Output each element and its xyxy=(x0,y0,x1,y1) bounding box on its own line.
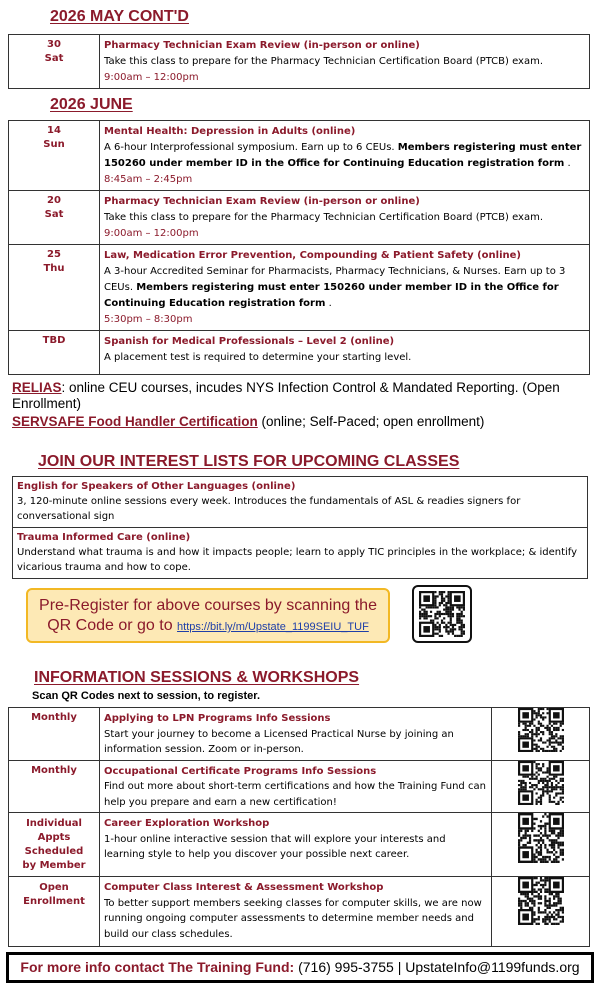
when-cell xyxy=(9,760,100,813)
interest-cell xyxy=(13,528,588,579)
when-label: Individual Appts Scheduled by Member xyxy=(22,818,86,871)
table-row xyxy=(9,708,590,761)
session-cell xyxy=(100,760,492,813)
course-desc-text: A 6-hour Interprofessional symposium. Earn up to 6 CEUs. xyxy=(104,142,395,153)
qr-cell xyxy=(492,708,590,761)
interest-table xyxy=(12,476,588,579)
table-row xyxy=(9,760,590,813)
table-row xyxy=(9,813,590,877)
course-cell xyxy=(100,191,590,245)
footer-separator: | xyxy=(393,959,406,975)
when-cell xyxy=(9,708,100,761)
date-number: 14 xyxy=(47,125,61,136)
preregister-qr-frame xyxy=(412,585,472,643)
date-number: 30 xyxy=(47,39,61,50)
session-title[interactable]: Applying to LPN Programs Info Sessions xyxy=(104,713,331,724)
table-row xyxy=(9,245,590,331)
interest-heading: JOIN OUR INTEREST LISTS FOR UPCOMING CLASSES xyxy=(38,453,460,470)
date-cell xyxy=(9,245,100,331)
course-description: A 3-hour Accredited Seminar for Pharmacists, Pharmacy Technicians, & Nurses. Earn up to 3 CEUs. Members registering must enter 150260 under member ID in the Office for Continuing Education registration form . xyxy=(104,266,566,309)
session-description: 1-hour online interactive session that will explore your interests and learning style to help you discover your possible next career. xyxy=(104,833,446,860)
date-cell xyxy=(9,331,100,375)
preregister-line1: Pre-Register for above courses by scanning the xyxy=(39,597,377,614)
table-row xyxy=(13,528,588,579)
session-cell xyxy=(100,877,492,947)
date-cell xyxy=(9,121,100,191)
servsafe-text: (online; Self-Paced; open enrollment) xyxy=(257,414,485,429)
relias-text: : online CEU courses, incudes NYS Infection Control & Mandated Reporting. (Open Enrollment) xyxy=(12,380,560,411)
course-description: A 6-hour Interprofessional symposium. Earn up to 6 CEUs. Members registering must enter 150260 under member ID in the Office for Continuing Education registration form . xyxy=(104,142,582,169)
may-heading: 2026 MAY CONT'D xyxy=(50,8,189,25)
course-title[interactable]: Mental Health: Depression in Adults (online) xyxy=(104,126,356,137)
contact-footer xyxy=(6,952,594,983)
when-label: Open Enrollment xyxy=(23,882,85,907)
course-time: 8:45am – 2:45pm xyxy=(104,174,193,185)
info-table xyxy=(8,707,590,947)
interest-description: Understand what trauma is and how it impacts people; learn to apply TIC principles in the workplace; & identify vicarious trauma and how to cope. xyxy=(17,547,578,573)
june-schedule-table xyxy=(8,120,590,375)
session-description: Start your journey to become a Licensed Practical Nurse by joining an information session. Zoom or in-person. xyxy=(104,728,454,755)
table-row xyxy=(9,35,590,89)
session-cell xyxy=(100,708,492,761)
course-cell xyxy=(100,121,590,191)
course-title[interactable]: Pharmacy Technician Exam Review (in-person or online) xyxy=(104,196,420,207)
relias-line xyxy=(12,380,592,412)
course-description: Take this class to prepare for the Pharmacy Technician Certification Board (PTCB) exam. xyxy=(104,212,544,223)
qr-code-icon[interactable] xyxy=(419,591,465,637)
member-id-note: Members registering must enter 150260 under member ID in the Office for Continuing Education registration form xyxy=(104,142,582,169)
footer-label: For more info contact The Training Fund: xyxy=(20,959,295,975)
date-day: Sat xyxy=(44,209,64,220)
preregister-text: QR Code or go to xyxy=(47,617,178,634)
date-day: Sun xyxy=(43,139,65,150)
date-number: 25 xyxy=(47,249,61,260)
june-heading: 2026 JUNE xyxy=(50,96,133,113)
qr-code-icon[interactable] xyxy=(518,813,564,863)
course-cell xyxy=(100,331,590,375)
course-title[interactable]: Spanish for Medical Professionals – Level 2 (online) xyxy=(104,336,395,347)
table-row xyxy=(9,877,590,947)
interest-cell xyxy=(13,477,588,528)
footer-phone[interactable]: (716) 995-3755 xyxy=(298,959,394,975)
session-title[interactable]: Occupational Certificate Programs Info Sessions xyxy=(104,765,377,777)
table-row xyxy=(9,331,590,375)
course-time: 5:30pm – 8:30pm xyxy=(104,314,193,325)
relias-link[interactable]: RELIAS xyxy=(12,380,62,395)
footer-email[interactable]: UpstateInfo@1199funds.org xyxy=(405,959,580,975)
table-row xyxy=(9,191,590,245)
table-row xyxy=(13,477,588,528)
servsafe-line xyxy=(12,414,592,430)
qr-code-icon[interactable] xyxy=(518,877,564,925)
course-title[interactable]: Pharmacy Technician Exam Review (in-person or online) xyxy=(104,40,420,51)
preregister-url-link[interactable]: https://bit.ly/m/Upstate_1199SEIU_TUF xyxy=(177,621,369,633)
course-cell xyxy=(100,35,590,89)
qr-code-icon[interactable] xyxy=(518,708,564,752)
date-day: Thu xyxy=(43,263,65,274)
when-cell xyxy=(9,813,100,877)
course-time: 9:00am – 12:00pm xyxy=(104,72,199,83)
when-label: Monthly xyxy=(31,764,77,776)
member-id-note: Members registering must enter 150260 under member ID in the Office for Continuing Education registration form xyxy=(104,282,559,309)
interest-description: 3, 120-minute online sessions every week. Introduces the fundamentals of ASL & readies signers for conversational sign xyxy=(17,496,521,522)
qr-cell xyxy=(492,877,590,947)
date-number: 20 xyxy=(47,195,61,206)
servsafe-link[interactable]: SERVSAFE Food Handler Certification xyxy=(12,414,258,429)
info-subheading: Scan QR Codes next to session, to register. xyxy=(32,690,261,702)
interest-title[interactable]: Trauma Informed Care (online) xyxy=(17,532,191,543)
session-title[interactable]: Career Exploration Workshop xyxy=(104,818,270,829)
table-row xyxy=(9,121,590,191)
course-desc-text: A 3-hour Accredited Seminar for Pharmacists, Pharmacy Technicians, & Nurses. Earn up to 3 CEUs. xyxy=(104,266,566,293)
course-description: Take this class to prepare for the Pharmacy Technician Certification Board (PTCB) exam. xyxy=(104,56,544,67)
date-cell xyxy=(9,191,100,245)
date-cell xyxy=(9,35,100,89)
session-cell xyxy=(100,813,492,877)
qr-cell xyxy=(492,813,590,877)
session-description: Find out more about short-term certifications and how the Training Fund can help you prepare and earn a new certification! xyxy=(104,781,486,808)
course-description: A placement test is required to determine your starting level. xyxy=(104,352,412,363)
session-description: To better support members seeking classes for computer skills, we are now running ongoing computer assessments to determine member needs and build our class schedules. xyxy=(104,897,482,940)
course-cell xyxy=(100,245,590,331)
course-time: 9:00am – 12:00pm xyxy=(104,228,199,239)
qr-code-icon[interactable] xyxy=(518,761,564,805)
session-title[interactable]: Computer Class Interest & Assessment Workshop xyxy=(104,882,384,893)
preregister-callout xyxy=(26,588,390,643)
when-label: Monthly xyxy=(31,712,77,723)
course-title[interactable]: Law, Medication Error Prevention, Compounding & Patient Safety (online) xyxy=(104,250,521,261)
when-cell xyxy=(9,877,100,947)
date-day: Sat xyxy=(44,53,64,64)
preregister-line2 xyxy=(28,616,388,637)
interest-title[interactable]: English for Speakers of Other Languages (online) xyxy=(17,481,296,492)
may-schedule-table xyxy=(8,34,590,89)
date-number: TBD xyxy=(42,335,66,346)
qr-cell xyxy=(492,760,590,813)
info-heading: INFORMATION SESSIONS & WORKSHOPS xyxy=(34,669,360,686)
